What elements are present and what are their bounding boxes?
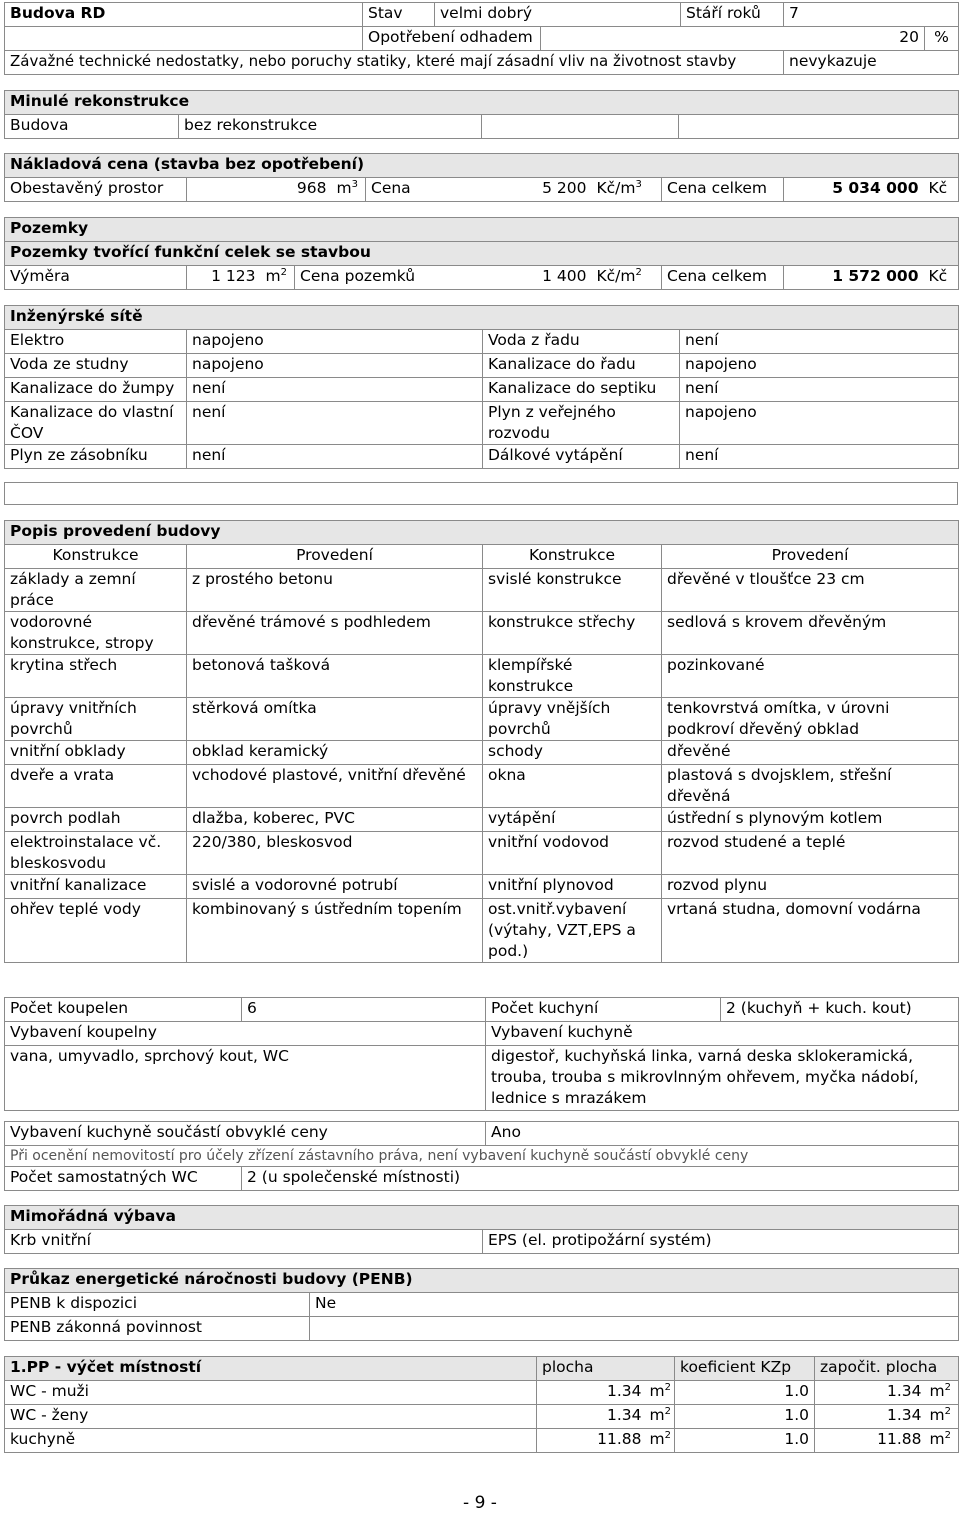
land-title: Pozemky xyxy=(5,218,959,242)
unit-price-unit: $Kč/m^3$ xyxy=(592,178,662,202)
construction-row xyxy=(5,808,959,832)
utility-value: napojeno xyxy=(187,354,483,378)
construction-row xyxy=(5,698,959,741)
utilities-row xyxy=(5,330,959,354)
bathrooms-value: 6 xyxy=(242,998,486,1022)
utility-value: není xyxy=(680,330,959,354)
room-counted-area: 1.34 xyxy=(815,1405,925,1429)
construction-part: vodorovné konstrukce, stropy xyxy=(5,612,187,655)
construction-execution: pozinkované xyxy=(662,655,959,698)
construction-execution: dřevěné xyxy=(662,741,959,765)
area-value: 1 123 xyxy=(187,266,261,290)
construction-part: úpravy vnějších povrchů xyxy=(483,698,662,741)
defects-value: nevykazuje xyxy=(784,51,959,75)
utilities-title: Inženýrské sítě xyxy=(5,306,959,330)
page-number: - 9 - xyxy=(463,1493,497,1513)
penb-available-value: Ne xyxy=(310,1293,959,1317)
land-price-value: 1 400 xyxy=(536,266,592,290)
room-counted-area-unit: $m^2$ xyxy=(925,1405,959,1429)
construction-part: základy a zemní práce xyxy=(5,569,187,612)
volume-unit: $m^3$ xyxy=(332,178,366,202)
construction-part: vytápění xyxy=(483,808,662,832)
rooms-table xyxy=(4,1356,959,1453)
room-area-unit: $m^2$ xyxy=(645,1381,675,1405)
construction-part: ost.vnitř.vybavení (výtahy, VZT,EPS a pod.) xyxy=(483,899,662,963)
construction-execution: kombinovaný s ústředním topením xyxy=(187,899,483,963)
room-area-unit: $m^2$ xyxy=(645,1405,675,1429)
col-header-coefficient: koeficient KZp xyxy=(675,1357,815,1381)
reconstruction-label: Budova xyxy=(5,115,179,139)
construction-part: úpravy vnitřních povrchů xyxy=(5,698,187,741)
utility-label: Plyn ze zásobníku xyxy=(5,445,187,469)
construction-part: elektroinstalace vč. bleskosvodu xyxy=(5,832,187,875)
room-row xyxy=(5,1381,959,1405)
construction-row xyxy=(5,875,959,899)
age-value: 7 xyxy=(784,3,959,27)
construction-part: klempířské konstrukce xyxy=(483,655,662,698)
total-cost-unit: Kč xyxy=(924,178,959,202)
utility-label: Voda ze studny xyxy=(5,354,187,378)
construction-part: dveře a vrata xyxy=(5,765,187,808)
construction-execution: betonová tašková xyxy=(187,655,483,698)
construction-part: vnitřní kanalizace xyxy=(5,875,187,899)
construction-part: ohřev teplé vody xyxy=(5,899,187,963)
construction-execution: z prostého betonu xyxy=(187,569,483,612)
construction-execution: rozvod plynu xyxy=(662,875,959,899)
equipment-table xyxy=(4,997,959,1111)
utility-label: Elektro xyxy=(5,330,187,354)
construction-part: vnitřní vodovod xyxy=(483,832,662,875)
construction-execution: stěrková omítka xyxy=(187,698,483,741)
blank-row xyxy=(4,482,958,505)
col-header-area: plocha xyxy=(537,1357,675,1381)
room-name: kuchyně xyxy=(5,1429,537,1453)
utility-value: není xyxy=(680,445,959,469)
construction-row xyxy=(5,832,959,875)
room-counted-area-unit: $m^2$ xyxy=(925,1429,959,1453)
wear-value: 20 xyxy=(541,27,925,51)
reconstruction-table xyxy=(4,90,959,139)
kitchens-value: 2 (kuchyň + kuch. kout) xyxy=(721,998,959,1022)
wear-unit: % xyxy=(925,27,959,51)
utility-label: Kanalizace do žumpy xyxy=(5,378,187,402)
construction-part: krytina střech xyxy=(5,655,187,698)
extras-item-eps: EPS (el. protipožární systém) xyxy=(483,1230,959,1254)
room-area: 11.88 xyxy=(537,1429,645,1453)
utility-value: není xyxy=(680,378,959,402)
land-subtitle: Pozemky tvořící funkční celek se stavbou xyxy=(5,242,959,266)
construction-execution: rozvod studené a teplé xyxy=(662,832,959,875)
room-area: 1.34 xyxy=(537,1381,645,1405)
utility-label: Kanalizace do septiku xyxy=(483,378,680,402)
room-name: WC - muži xyxy=(5,1381,537,1405)
land-price-unit: $Kč/m^2$ xyxy=(592,266,662,290)
penb-table xyxy=(4,1268,959,1341)
construction-execution: tenkovrstvá omítka, v úrovni podkroví dřevěný obklad xyxy=(662,698,959,741)
utilities-row xyxy=(5,445,959,469)
construction-row xyxy=(5,655,959,698)
wear-label: Opotřebení odhadem xyxy=(363,27,541,51)
total-cost-label: Cena celkem xyxy=(662,178,784,202)
bathroom-equipment-label: Vybavení koupelny xyxy=(5,1022,486,1046)
utilities-row xyxy=(5,378,959,402)
extras-item-fireplace: Krb vnitřní xyxy=(5,1230,483,1254)
utility-label: Kanalizace do řadu xyxy=(483,354,680,378)
unit-price-label: Cena xyxy=(366,178,536,202)
kitchen-equipment-label: Vybavení kuchyně xyxy=(486,1022,959,1046)
utility-label: Dálkové vytápění xyxy=(483,445,680,469)
room-coefficient: 1.0 xyxy=(675,1405,815,1429)
utilities-table xyxy=(4,305,959,469)
extras-title: Mimořádná výbava xyxy=(5,1206,959,1230)
construction-part: vnitřní plynovod xyxy=(483,875,662,899)
col-header-construction-2: Konstrukce xyxy=(483,545,662,569)
area-label: Výměra xyxy=(5,266,187,290)
penb-available-label: PENB k dispozici xyxy=(5,1293,310,1317)
cost-title: Nákladová cena (stavba bez opotřebení) xyxy=(5,154,959,178)
toilets-value: 2 (u společenské místnosti) xyxy=(242,1167,959,1191)
construction-row xyxy=(5,741,959,765)
rooms-title: 1.PP - výčet místností xyxy=(5,1357,537,1381)
document-title: Budova RD xyxy=(5,3,363,27)
construction-execution: 220/380, bleskosvod xyxy=(187,832,483,875)
utility-value: napojeno xyxy=(680,354,959,378)
construction-execution: dřevěné v tloušťce 23 cm xyxy=(662,569,959,612)
construction-execution: vchodové plastové, vnitřní dřevěné xyxy=(187,765,483,808)
utility-value: napojeno xyxy=(187,330,483,354)
volume-label: Obestavěný prostor xyxy=(5,178,187,202)
land-total-value: 1 572 000 xyxy=(784,266,924,290)
utilities-row xyxy=(5,354,959,378)
header-table xyxy=(4,2,959,75)
room-counted-area: 1.34 xyxy=(815,1381,925,1405)
room-area: 1.34 xyxy=(537,1405,645,1429)
construction-part: povrch podlah xyxy=(5,808,187,832)
construction-part: konstrukce střechy xyxy=(483,612,662,655)
construction-row xyxy=(5,765,959,808)
kitchen-part-label: Vybavení kuchyně součástí obvyklé ceny xyxy=(5,1122,486,1146)
utility-value: není xyxy=(187,445,483,469)
utility-value: napojeno xyxy=(680,402,959,445)
col-header-counted-area: započit. plocha xyxy=(815,1357,959,1381)
total-cost-value: 5 034 000 xyxy=(784,178,924,202)
land-price-label: Cena pozemků xyxy=(295,266,536,290)
penb-title: Průkaz energetické náročnosti budovy (PENB) xyxy=(5,1269,959,1293)
penb-obligation-value xyxy=(310,1317,959,1341)
kitchens-label: Počet kuchyní xyxy=(486,998,721,1022)
room-coefficient: 1.0 xyxy=(675,1381,815,1405)
kitchen-note: Při ocenění nemovitostí pro účely zřízení zástavního práva, není vybavení kuchyně součástí obvyklé ceny xyxy=(5,1146,959,1167)
reconstruction-value: bez rekonstrukce xyxy=(179,115,482,139)
unit-price-value: 5 200 xyxy=(536,178,592,202)
cost-table xyxy=(4,153,959,202)
construction-part: schody xyxy=(483,741,662,765)
area-unit: $m^2$ xyxy=(261,266,295,290)
construction-table xyxy=(4,520,959,963)
construction-execution: vrtaná studna, domovní vodárna xyxy=(662,899,959,963)
kitchen-part-table xyxy=(4,1121,959,1191)
bathrooms-label: Počet koupelen xyxy=(5,998,242,1022)
room-name: WC - ženy xyxy=(5,1405,537,1429)
construction-row xyxy=(5,569,959,612)
col-header-execution-1: Provedení xyxy=(187,545,483,569)
age-label: Stáří roků xyxy=(681,3,784,27)
room-row xyxy=(5,1429,959,1453)
reconstruction-title: Minulé rekonstrukce xyxy=(5,91,959,115)
construction-execution: sedlová s krovem dřevěným xyxy=(662,612,959,655)
utilities-row xyxy=(5,402,959,445)
bathroom-equipment-value: vana, umyvadlo, sprchový kout, WC xyxy=(5,1046,486,1111)
land-total-unit: Kč xyxy=(924,266,959,290)
room-area-unit: $m^2$ xyxy=(645,1429,675,1453)
defects-label: Závažné technické nedostatky, nebo poruchy statiky, které mají zásadní vliv na životnost stavby xyxy=(5,51,784,75)
toilets-label: Počet samostatných WC xyxy=(5,1167,242,1191)
penb-obligation-label: PENB zákonná povinnost xyxy=(5,1317,310,1341)
utility-label: Kanalizace do vlastní ČOV xyxy=(5,402,187,445)
land-table xyxy=(4,217,959,290)
condition-label: Stav xyxy=(363,3,435,27)
utility-value: není xyxy=(187,402,483,445)
condition-value: velmi dobrý xyxy=(435,3,681,27)
utility-label: Voda z řadu xyxy=(483,330,680,354)
kitchen-equipment-value: digestoř, kuchyňská linka, varná deska sklokeramická, trouba, trouba s mikrovlnným ohřevem, myčka nádobí, lednice s mrazákem xyxy=(486,1046,959,1111)
construction-execution: ústřední s plynovým kotlem xyxy=(662,808,959,832)
construction-execution: svislé a vodorovné potrubí xyxy=(187,875,483,899)
col-header-construction-1: Konstrukce xyxy=(5,545,187,569)
room-counted-area: 11.88 xyxy=(815,1429,925,1453)
construction-part: svislé konstrukce xyxy=(483,569,662,612)
construction-execution: obklad keramický xyxy=(187,741,483,765)
construction-execution: dlažba, koberec, PVC xyxy=(187,808,483,832)
land-total-label: Cena celkem xyxy=(662,266,784,290)
construction-execution: plastová s dvojsklem, střešní dřevěná xyxy=(662,765,959,808)
extras-table xyxy=(4,1205,959,1254)
construction-part: okna xyxy=(483,765,662,808)
col-header-execution-2: Provedení xyxy=(662,545,959,569)
utility-label: Plyn z veřejného rozvodu xyxy=(483,402,680,445)
room-row xyxy=(5,1405,959,1429)
room-counted-area-unit: $m^2$ xyxy=(925,1381,959,1405)
room-coefficient: 1.0 xyxy=(675,1429,815,1453)
construction-row xyxy=(5,899,959,963)
construction-part: vnitřní obklady xyxy=(5,741,187,765)
construction-title: Popis provedení budovy xyxy=(5,521,959,545)
construction-row xyxy=(5,612,959,655)
kitchen-part-value: Ano xyxy=(486,1122,959,1146)
utility-value: není xyxy=(187,378,483,402)
construction-execution: dřevěné trámové s podhledem xyxy=(187,612,483,655)
volume-value: 968 xyxy=(187,178,332,202)
